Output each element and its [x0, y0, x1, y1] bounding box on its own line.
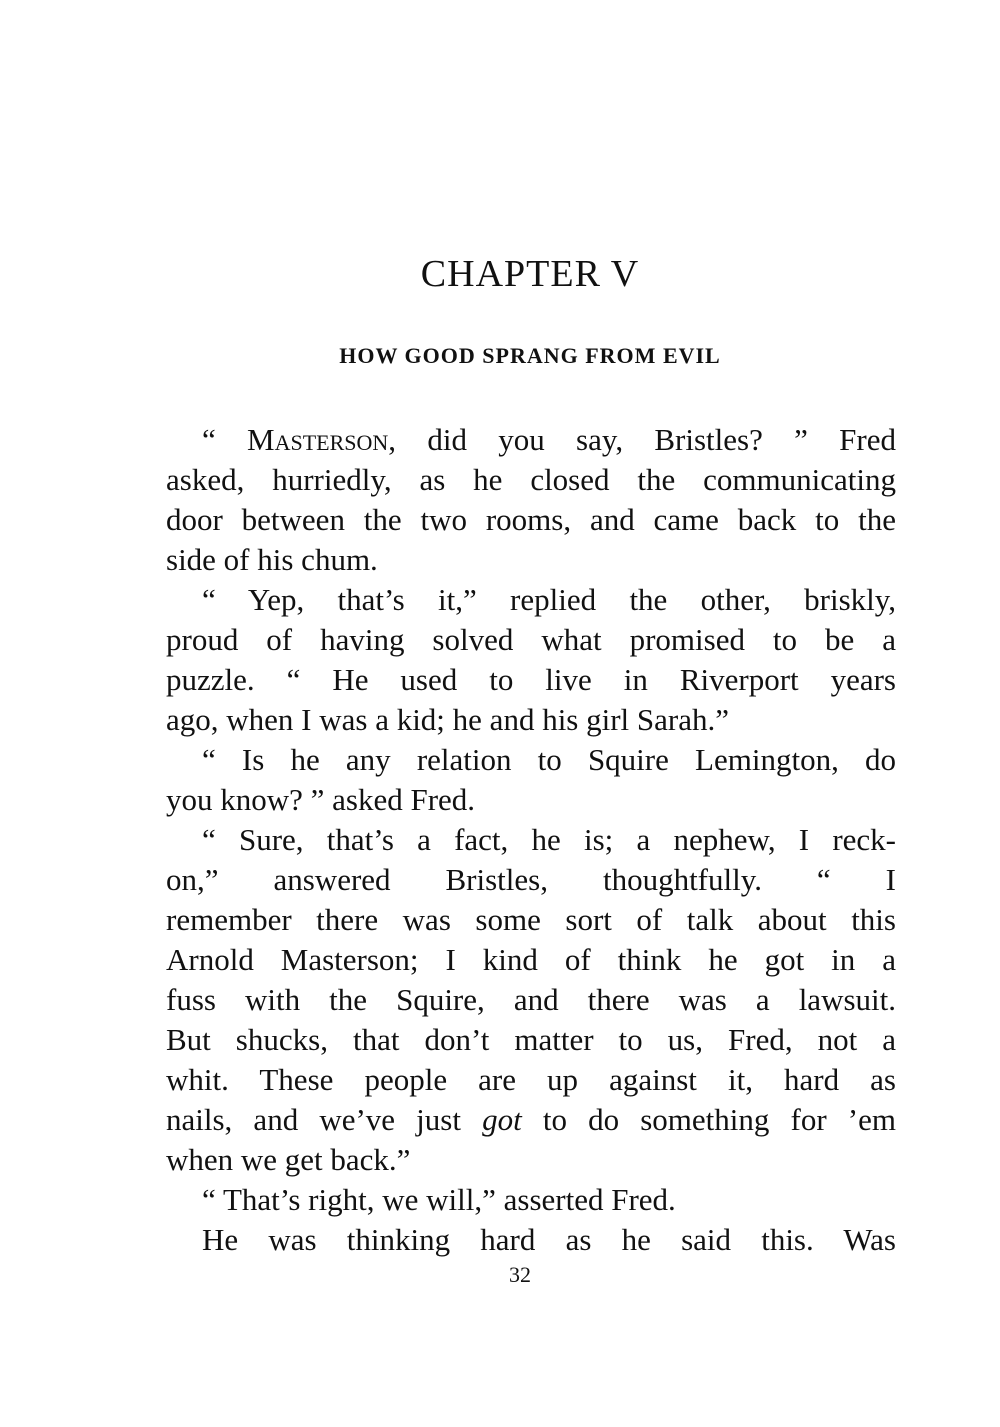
- text-line: “ Is he any relation to Squire Lemington, do: [202, 742, 896, 777]
- text-line: ago, when I was a kid; he and his girl Sarah.”: [166, 702, 730, 737]
- text-span: “: [202, 422, 248, 457]
- text-line: But shucks, that don’t matter to us, Fred, not a: [166, 1022, 896, 1057]
- text-line: “ That’s right, we will,” asserted Fred.: [202, 1182, 676, 1217]
- body-text: [166, 420, 896, 1260]
- text-line: proud of having solved what promised to be a: [166, 622, 896, 657]
- text-line: remember there was some sort of talk about this: [166, 902, 896, 937]
- text-line: “ Yep, that’s it,” replied the other, briskly,: [202, 582, 896, 617]
- chapter-subtitle: HOW GOOD SPRANG FROM EVIL: [339, 343, 721, 368]
- text-line: asked, hurriedly, as he closed the communicating: [166, 462, 896, 497]
- text-span: to do something for ’em: [521, 1102, 897, 1137]
- text-line: on,” answered Bristles, thoughtfully. “ I: [166, 862, 896, 897]
- text-line: side of his chum.: [166, 542, 378, 577]
- chapter-title: CHAPTER V: [420, 253, 640, 295]
- text-line: [166, 420, 896, 460]
- text-line: [166, 1100, 896, 1140]
- text-line: you know? ” asked Fred.: [166, 782, 476, 817]
- text-span: , did you say, Bristles? ” Fred: [388, 422, 896, 457]
- text-line: He was thinking hard as he said this. Was: [202, 1222, 896, 1257]
- text-line: “ Sure, that’s a fact, he is; a nephew, I reck-: [202, 822, 896, 857]
- text-line: puzzle. “ He used to live in Riverport years: [166, 662, 896, 697]
- text-span: nails, and we’ve just: [166, 1102, 483, 1137]
- text-line: door between the two rooms, and came back to the: [166, 502, 896, 537]
- text-line: Arnold Masterson; I kind of think he got in a: [166, 942, 896, 977]
- text-line: fuss with the Squire, and there was a lawsuit.: [166, 982, 896, 1017]
- text-span-smallcaps: Masterson: [247, 422, 389, 457]
- page-number: 32: [509, 1262, 531, 1287]
- text-span-italic: got: [482, 1102, 522, 1137]
- text-line: when we get back.”: [166, 1142, 411, 1177]
- text-line: whit. These people are up against it, hard as: [166, 1062, 896, 1097]
